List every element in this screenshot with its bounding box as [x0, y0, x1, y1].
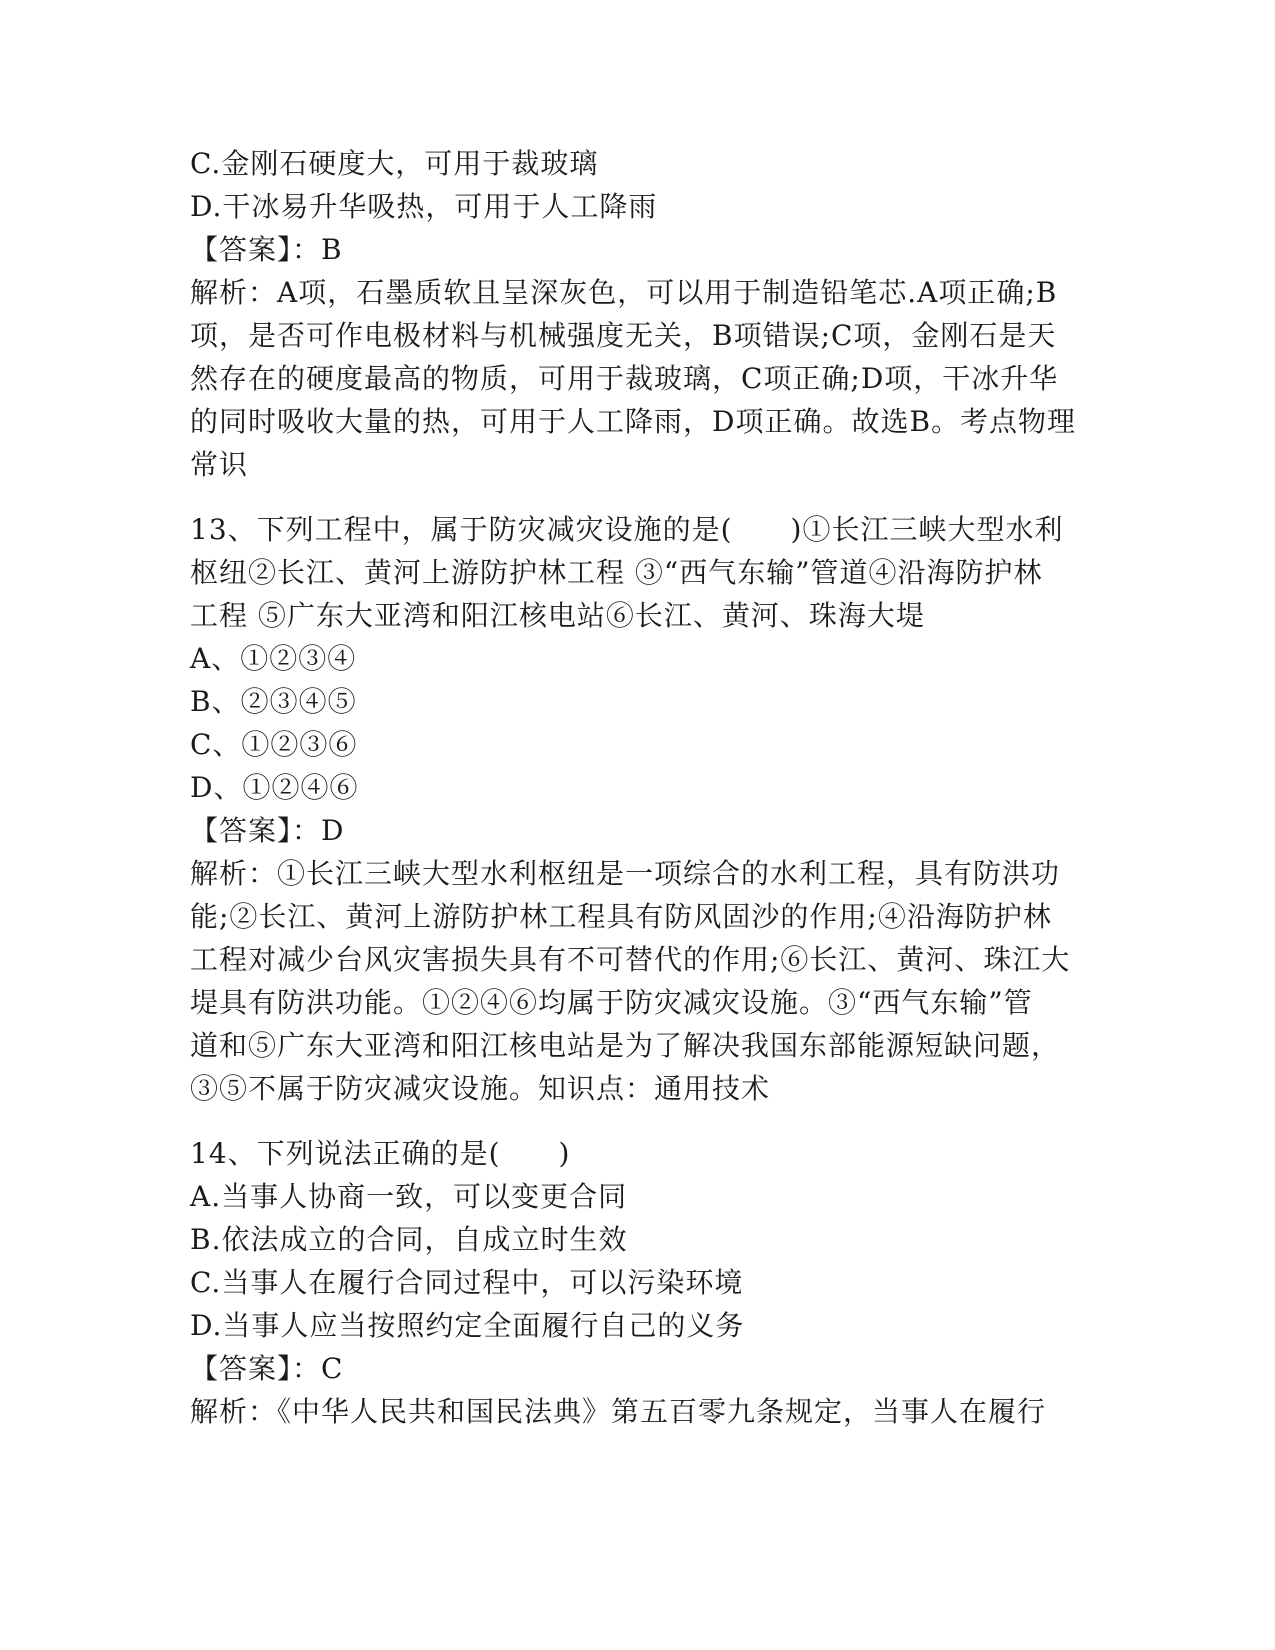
analysis-line: 能;②长江、黄河上游防护林工程具有防风固沙的作用;④沿海防护林: [190, 900, 1052, 933]
option-c: C.当事人在履行合同过程中，可以污染环境: [190, 1266, 744, 1299]
analysis-line: 项，是否可作电极材料与机械强度无关，B项错误;C项，金刚石是天: [190, 319, 1057, 352]
analysis-line: 堤具有防洪功能。①②④⑥均属于防灾减灾设施。③“西气东输”管: [190, 986, 1033, 1019]
question-line: 13、下列工程中，属于防灾减灾设施的是( )①长江三峡大型水利: [190, 513, 1064, 546]
answer: 【答案】：D: [190, 814, 345, 847]
analysis-line: 解析：《中华人民共和国民法典》第五百零九条规定，当事人在履行: [190, 1395, 1047, 1428]
answer: 【答案】：C: [190, 1352, 344, 1385]
option-d: D、①②④⑥: [190, 771, 359, 804]
question-line: 工程 ⑤广东大亚湾和阳江核电站⑥长江、黄河、珠海大堤: [190, 599, 925, 632]
question-12: [190, 142, 1090, 486]
analysis-line: 常识: [190, 448, 249, 481]
analysis-line: 的同时吸收大量的热，可用于人工降雨，D项正确。故选B。考点物理: [190, 405, 1077, 438]
option-c: C、①②③⑥: [190, 728, 358, 761]
option-a: A、①②③④: [190, 642, 357, 675]
section-gap: [190, 1110, 1090, 1132]
option-d: D.干冰易升华吸热，可用于人工降雨: [190, 190, 658, 223]
question-14: [190, 1132, 1090, 1433]
question-line: 14、下列说法正确的是( ): [190, 1137, 571, 1170]
option-b: B.依法成立的合同，自成立时生效: [190, 1223, 628, 1256]
section-gap: [190, 486, 1090, 508]
analysis-line: 解析：A项，石墨质软且呈深灰色，可以用于制造铅笔芯.A项正确;B: [190, 276, 1058, 309]
analysis-line: 道和⑤广东大亚湾和阳江核电站是为了解决我国东部能源短缺问题，: [190, 1029, 1061, 1062]
question-13: [190, 508, 1090, 1110]
option-d: D.当事人应当按照约定全面履行自己的义务: [190, 1309, 745, 1342]
answer: 【答案】：B: [190, 233, 343, 266]
analysis-line: 工程对减少台风灾害损失具有不可替代的作用;⑥长江、黄河、珠江大: [190, 943, 1071, 976]
question-line: 枢纽②长江、黄河上游防护林工程 ③“西气东输”管道④沿海防护林: [190, 556, 1043, 589]
analysis-line: 解析：①长江三峡大型水利枢纽是一项综合的水利工程，具有防洪功: [190, 857, 1061, 890]
document-page: [190, 142, 1090, 1433]
option-b: B、②③④⑤: [190, 685, 357, 718]
option-a: A.当事人协商一致，可以变更合同: [190, 1180, 628, 1213]
analysis-line: ③⑤不属于防灾减灾设施。知识点：通用技术: [190, 1072, 771, 1105]
option-c: C.金刚石硬度大，可用于裁玻璃: [190, 147, 599, 180]
analysis-line: 然存在的硬度最高的物质，可用于裁玻璃，C项正确;D项，干冰升华: [190, 362, 1059, 395]
